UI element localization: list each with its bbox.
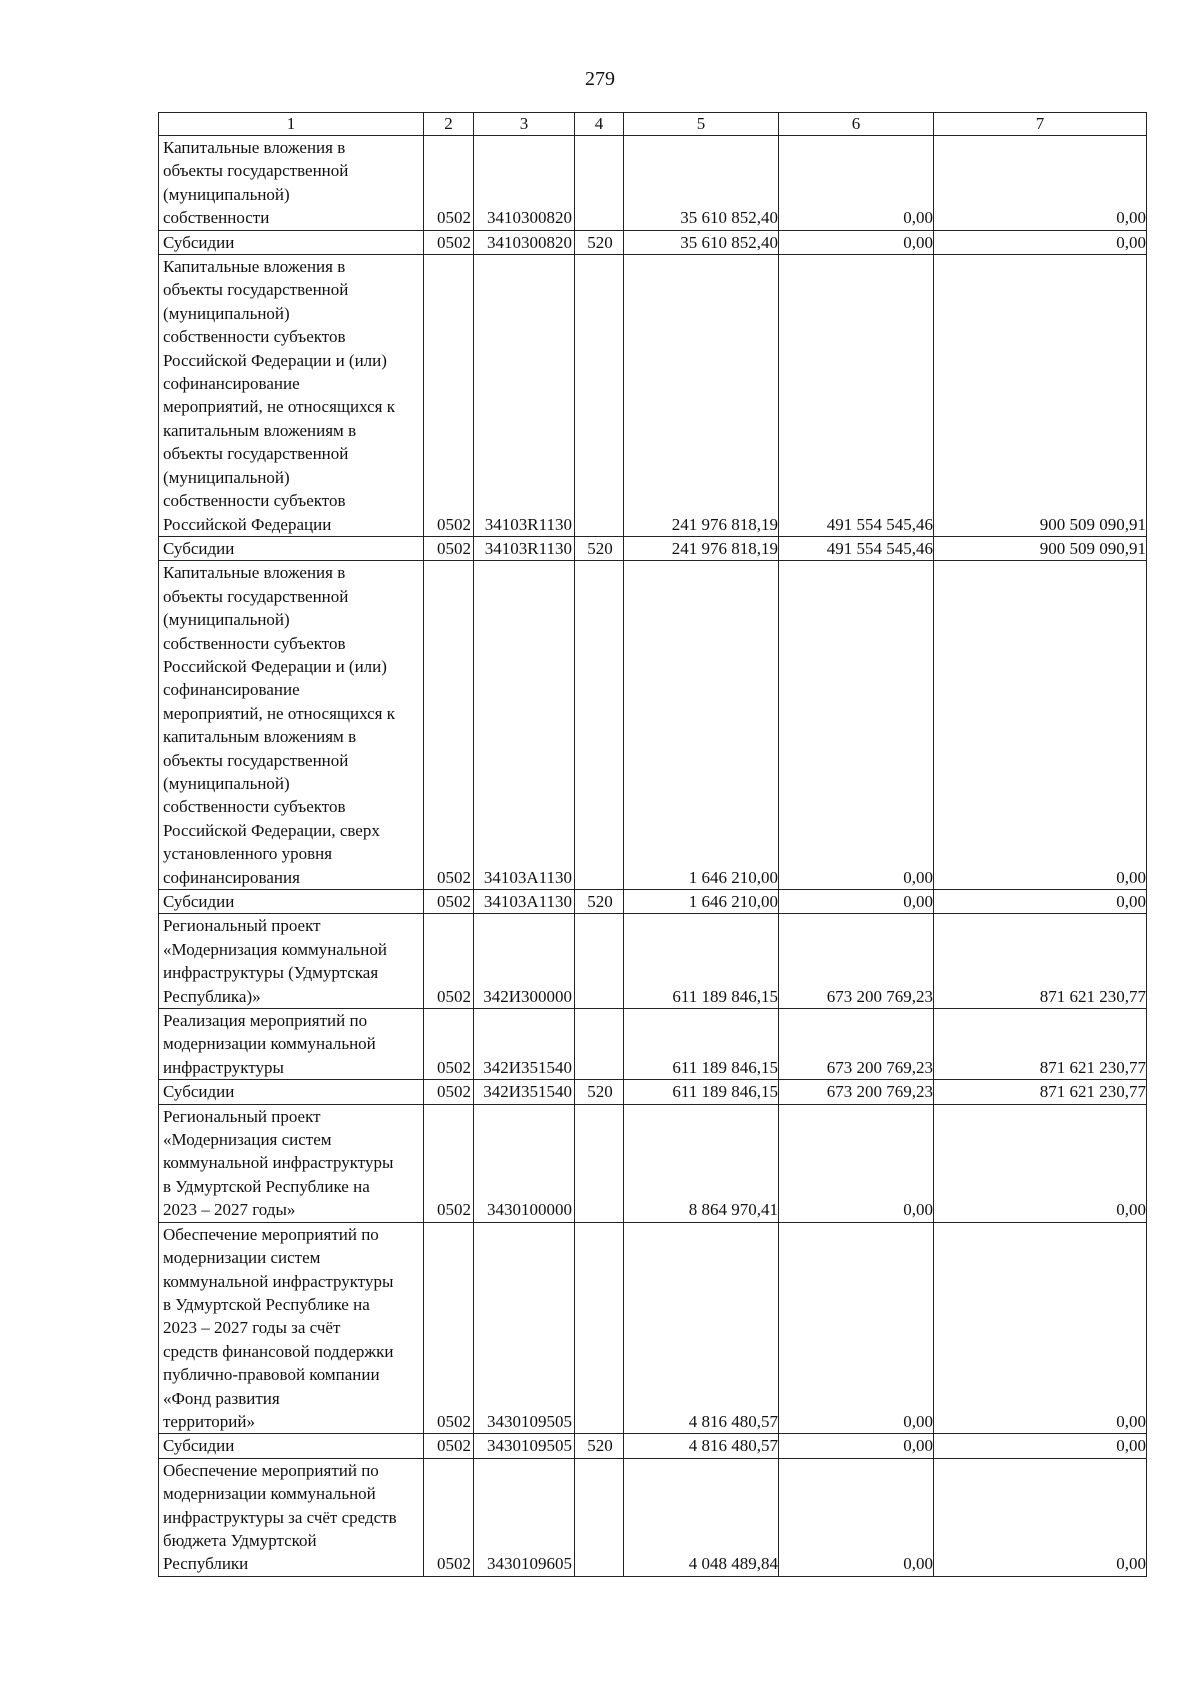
row-type-cell bbox=[575, 1458, 624, 1576]
row-amount-6-cell: 0,00 bbox=[779, 561, 934, 890]
row-section-cell: 0502 bbox=[424, 255, 474, 537]
row-amount-6-cell: 0,00 bbox=[779, 230, 934, 254]
header-cell-7: 7 bbox=[934, 113, 1147, 136]
row-amount-5-cell: 35 610 852,40 bbox=[624, 136, 779, 231]
row-code-cell: 3430109505 bbox=[474, 1222, 575, 1434]
row-amount-5-cell: 4 048 489,84 bbox=[624, 1458, 779, 1576]
table-row bbox=[159, 914, 1147, 1009]
row-amount-7-cell: 0,00 bbox=[934, 230, 1147, 254]
row-type-cell bbox=[575, 136, 624, 231]
row-amount-7-cell: 0,00 bbox=[934, 1222, 1147, 1434]
row-amount-5-cell: 35 610 852,40 bbox=[624, 230, 779, 254]
table-row bbox=[159, 255, 1147, 537]
row-type-cell bbox=[575, 561, 624, 890]
row-type-cell: 520 bbox=[575, 536, 624, 560]
row-amount-5-cell: 611 189 846,15 bbox=[624, 1009, 779, 1080]
budget-table bbox=[158, 112, 1147, 1577]
header-cell-3: 3 bbox=[474, 113, 575, 136]
table-row bbox=[159, 890, 1147, 914]
row-amount-5-cell: 241 976 818,19 bbox=[624, 536, 779, 560]
row-amount-6-cell: 0,00 bbox=[779, 136, 934, 231]
table-row bbox=[159, 1104, 1147, 1222]
header-cell-2: 2 bbox=[424, 113, 474, 136]
table-row bbox=[159, 1009, 1147, 1080]
row-amount-7-cell: 871 621 230,77 bbox=[934, 1080, 1147, 1104]
header-cell-4: 4 bbox=[575, 113, 624, 136]
row-amount-5-cell: 611 189 846,15 bbox=[624, 914, 779, 1009]
row-amount-5-cell: 4 816 480,57 bbox=[624, 1222, 779, 1434]
row-amount-7-cell: 0,00 bbox=[934, 1104, 1147, 1222]
row-amount-6-cell: 0,00 bbox=[779, 1434, 934, 1458]
row-code-cell: 34103R1130 bbox=[474, 255, 575, 537]
row-name-cell: Субсидии bbox=[159, 230, 424, 254]
header-cell-6: 6 bbox=[779, 113, 934, 136]
row-amount-6-cell: 673 200 769,23 bbox=[779, 1080, 934, 1104]
row-section-cell: 0502 bbox=[424, 1434, 474, 1458]
row-section-cell: 0502 bbox=[424, 1458, 474, 1576]
row-code-cell: 3430109505 bbox=[474, 1434, 575, 1458]
row-amount-6-cell: 673 200 769,23 bbox=[779, 1009, 934, 1080]
row-amount-7-cell: 871 621 230,77 bbox=[934, 1009, 1147, 1080]
row-amount-6-cell: 0,00 bbox=[779, 1458, 934, 1576]
row-amount-7-cell: 871 621 230,77 bbox=[934, 914, 1147, 1009]
row-name-cell: Региональный проект «Модернизация коммунальной инфраструктуры (Удмуртская Республика)» bbox=[159, 914, 424, 1009]
row-name-cell: Реализация мероприятий по модернизации коммунальной инфраструктуры bbox=[159, 1009, 424, 1080]
row-section-cell: 0502 bbox=[424, 1104, 474, 1222]
page-number: 279 bbox=[585, 68, 615, 90]
row-section-cell: 0502 bbox=[424, 536, 474, 560]
row-amount-5-cell: 8 864 970,41 bbox=[624, 1104, 779, 1222]
row-amount-5-cell: 611 189 846,15 bbox=[624, 1080, 779, 1104]
row-amount-6-cell: 0,00 bbox=[779, 1104, 934, 1222]
row-type-cell: 520 bbox=[575, 1080, 624, 1104]
row-code-cell: 34103R1130 bbox=[474, 536, 575, 560]
table-row bbox=[159, 1434, 1147, 1458]
row-code-cell: 3410300820 bbox=[474, 136, 575, 231]
row-amount-6-cell: 0,00 bbox=[779, 1222, 934, 1434]
table-header-row bbox=[159, 113, 1147, 136]
row-code-cell: 3410300820 bbox=[474, 230, 575, 254]
row-amount-6-cell: 491 554 545,46 bbox=[779, 255, 934, 537]
row-name-cell: Капитальные вложения в объекты государственной (муниципальной) собственности субъектов Российской Федерации и (или) софинансирование мероприятий, не относящихся к капитальным вложениям в объекты государственной (муниципальной) собственности субъектов Российской Федерации bbox=[159, 255, 424, 537]
row-section-cell: 0502 bbox=[424, 1009, 474, 1080]
row-section-cell: 0502 bbox=[424, 230, 474, 254]
table-row bbox=[159, 1080, 1147, 1104]
row-type-cell bbox=[575, 1009, 624, 1080]
row-section-cell: 0502 bbox=[424, 890, 474, 914]
row-name-cell: Субсидии bbox=[159, 1080, 424, 1104]
header-cell-1: 1 bbox=[159, 113, 424, 136]
row-name-cell: Обеспечение мероприятий по модернизации систем коммунальной инфраструктуры в Удмуртской Республике на 2023 – 2027 годы за счёт средств финансовой поддержки публично-правовой компании «Фонд развития территорий» bbox=[159, 1222, 424, 1434]
table-row bbox=[159, 136, 1147, 231]
row-section-cell: 0502 bbox=[424, 1080, 474, 1104]
row-name-cell: Субсидии bbox=[159, 1434, 424, 1458]
row-name-cell: Обеспечение мероприятий по модернизации коммунальной инфраструктуры за счёт средств бюджета Удмуртской Республики bbox=[159, 1458, 424, 1576]
table-row bbox=[159, 536, 1147, 560]
header-cell-5: 5 bbox=[624, 113, 779, 136]
row-section-cell: 0502 bbox=[424, 136, 474, 231]
row-type-cell bbox=[575, 1222, 624, 1434]
row-code-cell: 342И300000 bbox=[474, 914, 575, 1009]
row-amount-6-cell: 0,00 bbox=[779, 890, 934, 914]
row-amount-5-cell: 241 976 818,19 bbox=[624, 255, 779, 537]
row-type-cell bbox=[575, 1104, 624, 1222]
row-code-cell: 3430100000 bbox=[474, 1104, 575, 1222]
row-name-cell: Капитальные вложения в объекты государственной (муниципальной) собственности bbox=[159, 136, 424, 231]
row-amount-7-cell: 900 509 090,91 bbox=[934, 536, 1147, 560]
row-type-cell bbox=[575, 914, 624, 1009]
row-amount-7-cell: 0,00 bbox=[934, 1458, 1147, 1576]
table-row bbox=[159, 561, 1147, 890]
row-amount-7-cell: 900 509 090,91 bbox=[934, 255, 1147, 537]
row-amount-7-cell: 0,00 bbox=[934, 890, 1147, 914]
table-row bbox=[159, 1222, 1147, 1434]
row-code-cell: 342И351540 bbox=[474, 1080, 575, 1104]
row-amount-7-cell: 0,00 bbox=[934, 136, 1147, 231]
table-row bbox=[159, 230, 1147, 254]
row-type-cell: 520 bbox=[575, 230, 624, 254]
row-section-cell: 0502 bbox=[424, 561, 474, 890]
row-amount-5-cell: 4 816 480,57 bbox=[624, 1434, 779, 1458]
row-amount-6-cell: 491 554 545,46 bbox=[779, 536, 934, 560]
row-code-cell: 34103А1130 bbox=[474, 890, 575, 914]
row-code-cell: 342И351540 bbox=[474, 1009, 575, 1080]
row-amount-7-cell: 0,00 bbox=[934, 561, 1147, 890]
row-section-cell: 0502 bbox=[424, 1222, 474, 1434]
row-section-cell: 0502 bbox=[424, 914, 474, 1009]
row-type-cell: 520 bbox=[575, 890, 624, 914]
row-name-cell: Субсидии bbox=[159, 890, 424, 914]
row-amount-7-cell: 0,00 bbox=[934, 1434, 1147, 1458]
row-amount-5-cell: 1 646 210,00 bbox=[624, 561, 779, 890]
table-row bbox=[159, 1458, 1147, 1576]
row-code-cell: 34103А1130 bbox=[474, 561, 575, 890]
row-name-cell: Региональный проект «Модернизация систем коммунальной инфраструктуры в Удмуртской Республике на 2023 – 2027 годы» bbox=[159, 1104, 424, 1222]
row-amount-6-cell: 673 200 769,23 bbox=[779, 914, 934, 1009]
row-name-cell: Субсидии bbox=[159, 536, 424, 560]
row-code-cell: 3430109605 bbox=[474, 1458, 575, 1576]
row-type-cell: 520 bbox=[575, 1434, 624, 1458]
row-type-cell bbox=[575, 255, 624, 537]
row-amount-5-cell: 1 646 210,00 bbox=[624, 890, 779, 914]
row-name-cell: Капитальные вложения в объекты государственной (муниципальной) собственности субъектов Российской Федерации и (или) софинансирование мероприятий, не относящихся к капитальным вложениям в объекты государственной (муниципальной) собственности субъектов Российской Федерации, сверх установленного уровня софинансирования bbox=[159, 561, 424, 890]
